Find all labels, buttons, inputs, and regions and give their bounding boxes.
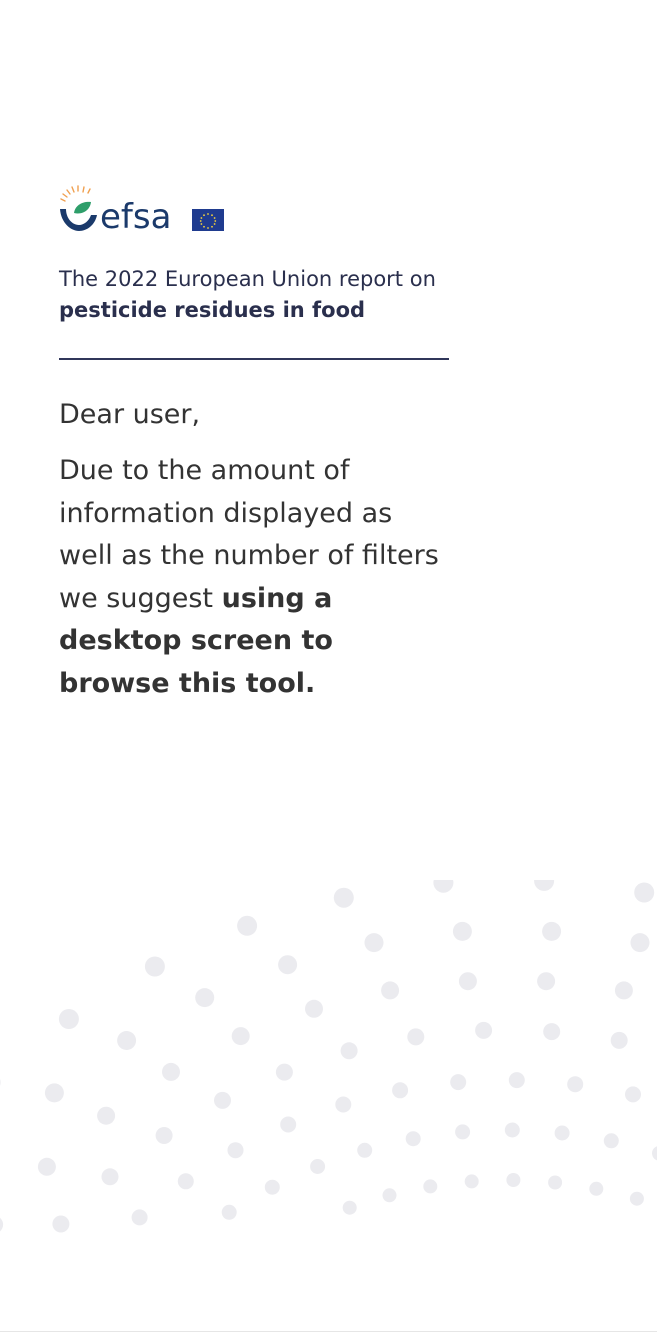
decorative-dot [232, 1027, 250, 1045]
efsa-logo [57, 183, 227, 235]
decorative-dot [555, 1126, 570, 1141]
decorative-dot [280, 1117, 296, 1133]
decorative-dot [278, 955, 297, 974]
decorative-dot [505, 1123, 520, 1138]
decorative-dot [117, 1031, 136, 1050]
decorative-dot [625, 1086, 641, 1102]
decorative-dot [433, 880, 453, 893]
decorative-dot [615, 981, 633, 999]
decorative-dot [459, 972, 477, 990]
logo-leaf [74, 202, 91, 214]
decorative-dot [406, 1131, 421, 1146]
decorative-dot [334, 888, 354, 908]
decorative-dot [381, 981, 399, 999]
decorative-dot [156, 1127, 173, 1144]
message-body: Due to the amount of information displayed as well as the number of filters we suggest [59, 455, 439, 614]
decorative-dot [102, 1168, 119, 1185]
report-title-emphasis: pesticide residues in food [59, 298, 366, 322]
decorative-dot [195, 988, 214, 1007]
decorative-dot [567, 1076, 583, 1092]
decorative-dot [214, 1092, 231, 1109]
decorative-dot [631, 933, 650, 952]
efsa-logo-graphic [57, 183, 227, 235]
decorative-dot [59, 1009, 79, 1029]
decorative-dot [634, 883, 654, 903]
decorative-dot [506, 1173, 520, 1187]
decorative-dot [310, 1159, 325, 1174]
title-divider [59, 358, 449, 360]
decorative-dot [178, 1173, 194, 1189]
decorative-dot [392, 1082, 408, 1098]
decorative-dot [534, 880, 554, 891]
greeting: Dear user, [59, 399, 201, 430]
logo-wordmark: efsa [100, 197, 172, 235]
decorative-dot [0, 1072, 1, 1092]
decorative-dot [97, 1107, 115, 1125]
decorative-dot [335, 1097, 351, 1113]
decorative-dot [455, 1124, 470, 1139]
decorative-dot [276, 1064, 293, 1081]
decorative-dot [453, 922, 472, 941]
decorative-dot [652, 1146, 657, 1161]
decorative-dot [265, 1180, 280, 1195]
decorative-dot [589, 1182, 603, 1196]
decorative-dot [237, 916, 257, 936]
decorative-dot [343, 1201, 357, 1215]
decorative-dot [0, 1216, 3, 1234]
decorative-dot [45, 1083, 64, 1102]
message-emphasis: using a desktop screen to browse this tool. [59, 582, 333, 699]
decorative-dot [365, 933, 384, 952]
decorative-dot [542, 922, 561, 941]
decorative-dot [611, 1032, 628, 1049]
decorative-dot [52, 1216, 69, 1233]
decorative-dot [132, 1209, 148, 1225]
decorative-dot [548, 1176, 562, 1190]
decorative-dot [407, 1028, 424, 1045]
decorative-dot [543, 1023, 560, 1040]
decorative-dot [465, 1174, 479, 1188]
desktop-suggestion-message [59, 450, 439, 705]
decorative-dot [357, 1143, 372, 1158]
decorative-dot [38, 1158, 56, 1176]
decorative-dot [383, 1188, 397, 1202]
decorative-dot [537, 972, 555, 990]
logo-rays [61, 186, 90, 201]
decorative-dot [509, 1072, 525, 1088]
decorative-dot [145, 957, 165, 977]
decorative-dot [450, 1074, 466, 1090]
decorative-dot [630, 1192, 644, 1206]
report-title [59, 264, 479, 326]
decorative-dot [475, 1022, 492, 1039]
decorative-dot-pattern [0, 880, 657, 1332]
decorative-dot [222, 1205, 237, 1220]
decorative-dot [162, 1063, 180, 1081]
report-title-prefix: The 2022 European Union report on [59, 267, 436, 291]
decorative-dot [305, 1000, 323, 1018]
decorative-dot [423, 1179, 437, 1193]
decorative-dot [341, 1042, 358, 1059]
decorative-dot [604, 1133, 619, 1148]
decorative-dot [228, 1142, 244, 1158]
